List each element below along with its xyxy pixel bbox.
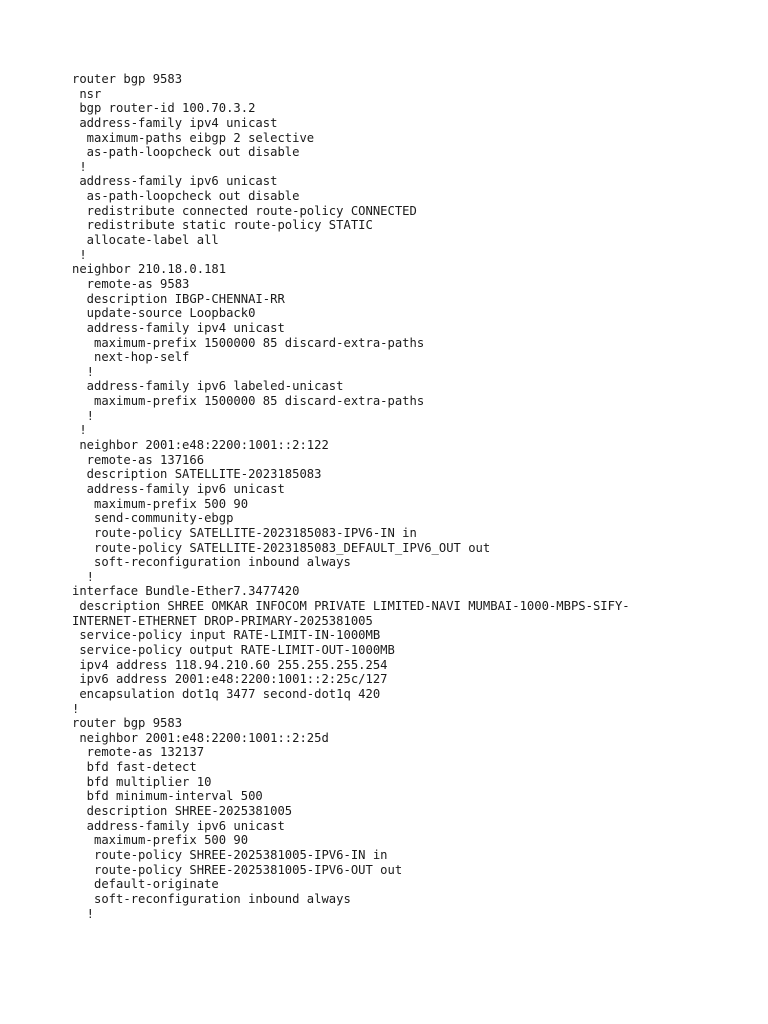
config-line: maximum-prefix 1500000 85 discard-extra-paths (72, 335, 425, 350)
config-line: remote-as 9583 (72, 276, 190, 291)
config-line: remote-as 137166 (72, 452, 205, 467)
config-line: ipv4 address 118.94.210.60 255.255.255.254 (72, 657, 388, 672)
config-line: address-family ipv4 unicast (72, 320, 285, 335)
config-line: address-family ipv6 unicast (72, 481, 285, 496)
config-line: soft-reconfiguration inbound always (72, 891, 351, 906)
config-line: ! (72, 364, 95, 379)
config-line: address-family ipv4 unicast (72, 115, 278, 130)
config-line: maximum-prefix 1500000 85 discard-extra-paths (72, 394, 425, 409)
config-line: description SATELLITE-2023185083 (72, 467, 322, 482)
config-line: ! (72, 408, 95, 423)
config-line: nsr (72, 86, 102, 101)
config-line: neighbor 2001:e48:2200:1001::2:25d (72, 730, 329, 745)
config-line: route-policy SATELLITE-2023185083_DEFAULT_IPV6_OUT out (72, 540, 491, 555)
config-line: remote-as 132137 (72, 745, 205, 760)
config-line: ! (72, 701, 80, 716)
config-line: maximum-prefix 500 90 (72, 833, 249, 848)
config-line: service-policy input RATE-LIMIT-IN-1000MB (72, 628, 381, 643)
config-line: maximum-prefix 500 90 (72, 496, 249, 511)
config-line: interface Bundle-Ether7.3477420 (72, 584, 300, 599)
config-line: as-path-loopcheck out disable (72, 145, 300, 160)
config-line: neighbor 210.18.0.181 (72, 262, 227, 277)
config-line: ! (72, 247, 87, 262)
config-line: maximum-paths eibgp 2 selective (72, 130, 315, 145)
config-line: router bgp 9583 (72, 72, 183, 86)
config-line: description IBGP-CHENNAI-RR (72, 291, 285, 306)
config-line: address-family ipv6 unicast (72, 174, 278, 189)
config-line: address-family ipv6 labeled-unicast (72, 379, 344, 394)
config-line: allocate-label all (72, 233, 219, 248)
config-line: route-policy SHREE-2025381005-IPV6-OUT out (72, 862, 403, 877)
config-line: ! (72, 906, 95, 921)
code-block (72, 72, 752, 921)
config-line: router bgp 9583 (72, 716, 183, 731)
config-line: default-originate (72, 877, 219, 892)
config-line: description SHREE OMKAR INFOCOM PRIVATE LIMITED-NAVI MUMBAI-1000-MBPS-SIFY- (72, 599, 630, 614)
config-line: bgp router-id 100.70.3.2 (72, 101, 256, 116)
config-document (72, 72, 752, 921)
config-line: INTERNET-ETHERNET DROP-PRIMARY-2025381005 (72, 613, 373, 628)
config-line: description SHREE-2025381005 (72, 804, 293, 819)
config-line: redistribute static route-policy STATIC (72, 218, 373, 233)
config-line: bfd fast-detect (72, 760, 197, 775)
config-line: ! (72, 569, 95, 584)
config-line: as-path-loopcheck out disable (72, 189, 300, 204)
config-line: route-policy SATELLITE-2023185083-IPV6-IN in (72, 525, 417, 540)
config-line: encapsulation dot1q 3477 second-dot1q 420 (72, 686, 381, 701)
config-line: service-policy output RATE-LIMIT-OUT-1000MB (72, 642, 395, 657)
config-line: send-community-ebgp (72, 511, 234, 526)
config-line: neighbor 2001:e48:2200:1001::2:122 (72, 438, 329, 453)
config-line: next-hop-self (72, 350, 190, 365)
config-line: soft-reconfiguration inbound always (72, 555, 351, 570)
config-line: bfd minimum-interval 500 (72, 789, 263, 804)
config-line: route-policy SHREE-2025381005-IPV6-IN in (72, 847, 388, 862)
config-line: address-family ipv6 unicast (72, 818, 285, 833)
config-line: ! (72, 423, 87, 438)
config-line: update-source Loopback0 (72, 306, 256, 321)
config-line: bfd multiplier 10 (72, 774, 212, 789)
config-line: ipv6 address 2001:e48:2200:1001::2:25c/127 (72, 672, 388, 687)
config-line: ! (72, 159, 87, 174)
config-line: redistribute connected route-policy CONNECTED (72, 203, 417, 218)
